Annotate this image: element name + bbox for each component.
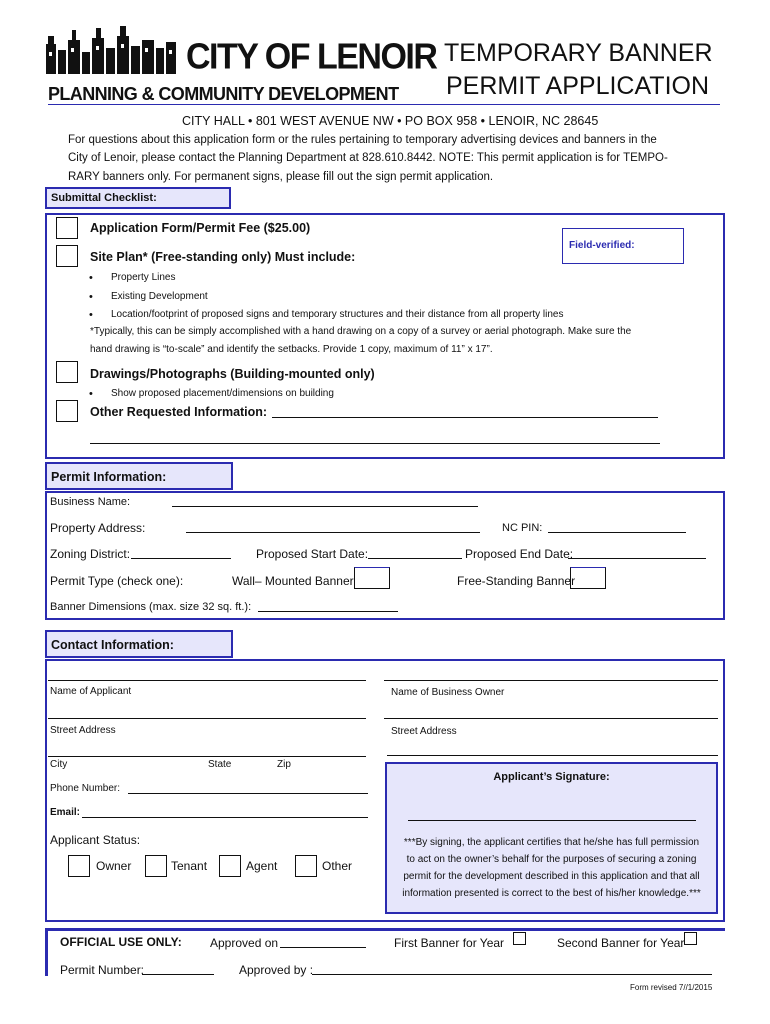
state-label: State bbox=[208, 759, 232, 770]
status-agent-label: Agent bbox=[246, 859, 278, 873]
signature-disclaimer-4: information presented is correct to the best of his/her knowledge.*** bbox=[402, 888, 701, 899]
second-banner-checkbox[interactable] bbox=[684, 932, 697, 945]
field-verified-label: Field-verified: bbox=[569, 240, 635, 251]
official-use-label: OFFICIAL USE ONLY: bbox=[60, 935, 182, 949]
site-plan-note-line-2: hand drawing is “to-scale” and identify the setbacks. Provide 1 copy, maximum of 11” x 17”. bbox=[90, 344, 493, 355]
end-date-label: Proposed End Date: bbox=[465, 547, 574, 561]
approved-by-field[interactable] bbox=[312, 974, 712, 975]
free-standing-checkbox[interactable] bbox=[570, 567, 606, 589]
skyline-logo-icon bbox=[44, 24, 184, 78]
approved-on-label: Approved on bbox=[210, 936, 279, 950]
business-owner-label: Name of Business Owner bbox=[391, 687, 505, 698]
checklist-item-drawings: Drawings/Photographs (Building-mounted only) bbox=[90, 367, 375, 381]
signature-disclaimer-2: to act on the owner’s behalf for the purposes of securing a zoning bbox=[406, 854, 697, 865]
permit-type-label: Permit Type (check one): bbox=[50, 574, 184, 588]
status-tenant-label: Tenant bbox=[171, 859, 208, 873]
first-banner-label: First Banner for Year bbox=[394, 936, 505, 950]
applicant-street-label: Street Address bbox=[50, 725, 116, 736]
drawings-bullet: • Show proposed placement/dimensions on building bbox=[111, 388, 334, 399]
second-banner-label: Second Banner for Year bbox=[557, 936, 685, 950]
permit-number-label: Permit Number: bbox=[60, 963, 145, 977]
checklist-item-other-info: Other Requested Information: bbox=[90, 405, 268, 419]
status-owner-label: Owner bbox=[96, 859, 132, 873]
business-name-field[interactable] bbox=[172, 506, 478, 507]
property-address-field[interactable] bbox=[186, 532, 480, 533]
signature-disclaimer-3: permit for the development described in this application and that all bbox=[403, 871, 700, 882]
zip-label: Zip bbox=[277, 759, 291, 770]
wall-mounted-label: Wall– Mounted Banner bbox=[232, 574, 354, 588]
checkbox-site-plan[interactable] bbox=[56, 245, 78, 267]
page-title-line1: TEMPORARY BANNER bbox=[444, 39, 713, 67]
status-other-label: Other bbox=[322, 859, 353, 873]
checkbox-drawings[interactable] bbox=[56, 361, 78, 383]
approved-on-field[interactable] bbox=[280, 947, 366, 948]
applicant-city-field[interactable] bbox=[48, 756, 366, 757]
approved-by-label: Approved by : bbox=[239, 963, 314, 977]
owner-street-field[interactable] bbox=[384, 718, 718, 719]
form-revised-date: Form revised 7//1/2015 bbox=[630, 983, 713, 992]
banner-dimensions-field[interactable] bbox=[258, 611, 398, 612]
owner-city-field[interactable] bbox=[387, 755, 718, 756]
contact-info-header: Contact Information: bbox=[45, 630, 233, 658]
city-logo bbox=[44, 24, 184, 78]
checklist-item-site-plan: Site Plan* (Free-standing only) Must include: bbox=[90, 250, 356, 264]
phone-field[interactable] bbox=[128, 793, 368, 794]
dept-name: PLANNING & COMMUNITY DEVELOPMENT bbox=[48, 84, 399, 104]
zoning-district-label: Zoning District: bbox=[50, 547, 131, 561]
wall-mounted-checkbox[interactable] bbox=[354, 567, 390, 589]
site-plan-note-line-1: *Typically, this can be simply accomplished with a hand drawing on a copy of a survey or aerial photograph. Make sure the bbox=[90, 326, 632, 337]
status-owner-checkbox[interactable] bbox=[68, 855, 90, 877]
email-field[interactable] bbox=[82, 817, 368, 818]
checklist-item-application-form: Application Form/Permit Fee ($25.00) bbox=[90, 221, 311, 235]
page-title-line2: PERMIT APPLICATION bbox=[446, 72, 710, 100]
site-plan-bullet-3: • Location/footprint of proposed signs and temporary structures and their distance from all property lines bbox=[111, 309, 563, 320]
applicant-name-field[interactable] bbox=[48, 680, 366, 681]
start-date-field[interactable] bbox=[368, 558, 462, 559]
phone-label: Phone Number: bbox=[50, 783, 121, 794]
end-date-field[interactable] bbox=[568, 558, 706, 559]
applicant-name-label: Name of Applicant bbox=[50, 686, 132, 697]
permit-number-field[interactable] bbox=[142, 974, 214, 975]
intro-line-3: RARY banners only. For permanent signs, please fill out the sign permit application. bbox=[68, 171, 494, 183]
checkbox-other-info[interactable] bbox=[56, 400, 78, 422]
signature-title: Applicant’s Signature: bbox=[493, 771, 610, 783]
signature-disclaimer-1: ***By signing, the applicant certifies that he/she has full permission bbox=[403, 837, 700, 848]
nc-pin-field[interactable] bbox=[548, 532, 686, 533]
permit-info-header: Permit Information: bbox=[45, 462, 233, 490]
business-owner-field[interactable] bbox=[384, 680, 718, 681]
owner-street-label: Street Address bbox=[391, 726, 457, 737]
city-label: City bbox=[50, 759, 68, 770]
business-name-label: Business Name: bbox=[50, 496, 131, 508]
free-standing-label: Free-Standing Banner bbox=[457, 574, 576, 588]
header-rule bbox=[48, 104, 720, 105]
checklist-header: Submittal Checklist: bbox=[45, 187, 231, 209]
status-agent-checkbox[interactable] bbox=[219, 855, 241, 877]
intro-line-1: For questions about this application form or the rules pertaining to temporary advertising devices and banners in the bbox=[68, 134, 657, 146]
intro-line-2: City of Lenoir, please contact the Planning Department at 828.610.8442. NOTE: This permit application is for TEMPO- bbox=[68, 152, 668, 164]
first-banner-checkbox[interactable] bbox=[513, 932, 526, 945]
applicant-street-field[interactable] bbox=[48, 718, 366, 719]
nc-pin-label: NC PIN: bbox=[502, 522, 543, 534]
site-plan-bullet-2: • Existing Development bbox=[111, 291, 208, 302]
property-address-label: Property Address: bbox=[50, 521, 146, 535]
zoning-district-field[interactable] bbox=[131, 558, 231, 559]
status-other-checkbox[interactable] bbox=[295, 855, 317, 877]
other-info-field[interactable] bbox=[272, 417, 658, 418]
status-tenant-checkbox[interactable] bbox=[145, 855, 167, 877]
org-name: CITY OF LENOIR bbox=[186, 37, 437, 77]
applicant-status-label: Applicant Status: bbox=[50, 833, 141, 847]
city-hall-address: CITY HALL • 801 WEST AVENUE NW • PO BOX 958 • LENOIR, NC 28645 bbox=[182, 114, 599, 128]
checkbox-application-form[interactable] bbox=[56, 217, 78, 239]
start-date-label: Proposed Start Date: bbox=[256, 547, 369, 561]
site-plan-bullet-1: • Property Lines bbox=[111, 272, 175, 283]
other-info-field-2[interactable] bbox=[90, 443, 660, 444]
signature-field[interactable] bbox=[408, 820, 696, 821]
banner-dimensions-label: Banner Dimensions (max. size 32 sq. ft.): bbox=[50, 601, 252, 613]
email-label: Email: bbox=[50, 807, 81, 818]
